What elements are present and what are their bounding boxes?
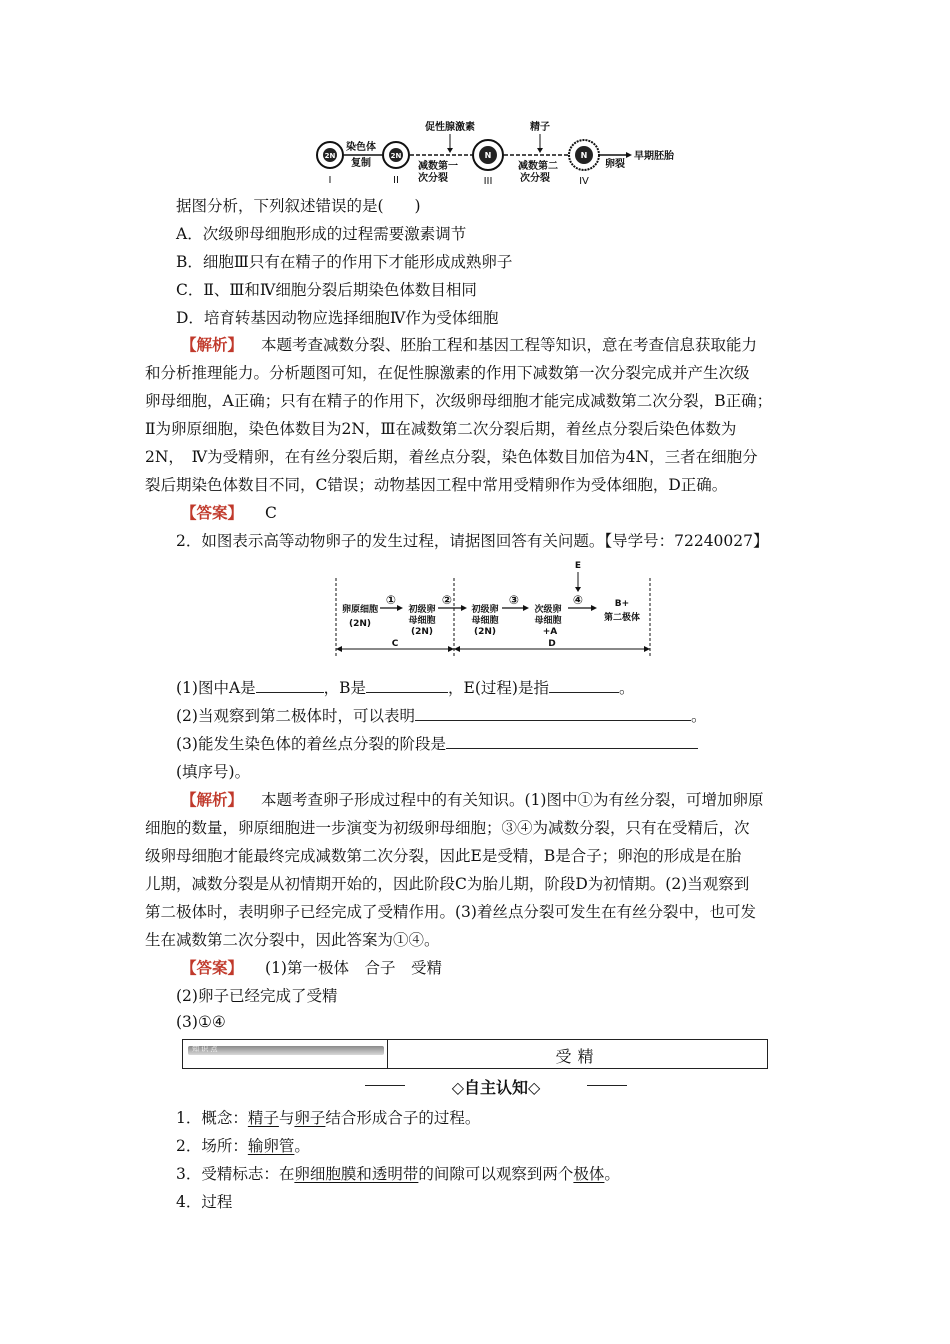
section-banner bbox=[182, 1039, 768, 1069]
fig2-e-label: E bbox=[574, 561, 582, 571]
section-badge-area bbox=[183, 1040, 388, 1068]
q2-analysis-line-2: 细胞的数量，卵原细胞进一步演变为初级卵母细胞；③④为减数分裂，只有在受精后，次 bbox=[145, 819, 750, 837]
answer-tag-2: 【答案】 bbox=[181, 958, 244, 977]
fig2-step2: ② bbox=[441, 593, 453, 607]
blank-b[interactable] bbox=[366, 678, 448, 693]
q1-option-c[interactable]: C．Ⅱ、Ⅲ和Ⅳ细胞分裂后期染色体数目相同 bbox=[176, 281, 477, 299]
q1-analysis-line-1: 【解析】 本题考查减数分裂、胚胎工程和基因工程等知识，意在考查信息获取能力 bbox=[181, 335, 758, 354]
q2-sub3-note: (填序号)。 bbox=[176, 763, 251, 781]
fig2-stage-d: D bbox=[548, 639, 556, 649]
knowledge-item-3: 3．受精标志：在卵细胞膜和透明带的间隙可以观察到两个极体。 bbox=[176, 1165, 620, 1183]
step2-b: 次分裂 bbox=[418, 173, 448, 184]
section-title: 受精 bbox=[555, 1047, 600, 1066]
cell-3-roman: III bbox=[483, 176, 493, 187]
blank-sub2[interactable] bbox=[415, 706, 691, 721]
step1-b: 复制 bbox=[351, 158, 371, 169]
fig2-cell1-b: (2N) bbox=[348, 619, 372, 629]
cell-2-label: 2N bbox=[390, 152, 402, 160]
q1-answer: 【答案】 C bbox=[181, 503, 277, 522]
q1-analysis-line-4: Ⅱ为卵原细胞，染色体数目为2N，Ⅲ在减数第二次分裂后期，着丝点分裂后染色体数为 bbox=[145, 420, 737, 438]
q2-analysis-line-1: 【解析】 本题考查卵子形成过程中的有关知识。(1)图中①为有丝分裂，可增加卵原 bbox=[181, 790, 764, 809]
q2-analysis-line-6: 生在减数第二次分裂中，因此答案为①④。 bbox=[145, 931, 440, 949]
blank-a[interactable] bbox=[256, 678, 324, 693]
fig2-cell4-b: 母细胞 bbox=[534, 616, 562, 626]
q2-analysis-line-4: 儿期，减数分裂是从初情期开始的，因此阶段C为胎儿期，阶段D为初情期。(2)当观察到 bbox=[145, 875, 750, 893]
oogenesis-figure bbox=[310, 118, 710, 190]
fig2-cell2-c: (2N) bbox=[410, 627, 434, 637]
q2-analysis-line-3: 级卵母细胞才能最终完成减数第二次分裂，因此E是受精，B是合子；卵泡的形成是在胎 bbox=[145, 847, 742, 865]
fig2-step3: ③ bbox=[508, 593, 520, 607]
fig2-cell1-a: 卵原细胞 bbox=[341, 605, 379, 615]
q2-sub2: (2)当观察到第二极体时，可以表明 。 bbox=[176, 707, 707, 725]
q2-answer-2: (2)卵子已经完成了受精 bbox=[176, 987, 338, 1005]
fig2-cell4-c: +A bbox=[542, 627, 558, 637]
fig2-cell3-a: 初级卵 bbox=[471, 605, 499, 615]
fig2-cell2-a: 初级卵 bbox=[408, 605, 436, 615]
fig2-result-b: 第二极体 bbox=[603, 613, 641, 623]
q1-stem: 据图分析，下列叙述错误的是( ) bbox=[176, 197, 421, 215]
blank-sub3[interactable] bbox=[446, 734, 698, 749]
cell-4-roman: IV bbox=[579, 176, 589, 187]
cleavage-label: 卵裂 bbox=[605, 159, 625, 170]
q2-sub1: (1)图中A是 ，B是 ，E(过程)是指 。 bbox=[176, 679, 635, 697]
fig2-result-a: B+ bbox=[614, 599, 630, 609]
fig2-cell4-a: 次级卵 bbox=[534, 605, 562, 615]
analysis-tag-2: 【解析】 bbox=[181, 790, 244, 809]
q1-option-b[interactable]: B．细胞Ⅲ只有在精子的作用下才能形成成熟卵子 bbox=[176, 253, 513, 271]
analysis-tag: 【解析】 bbox=[181, 335, 244, 354]
fig2-stage-c: C bbox=[391, 639, 399, 649]
q1-option-a[interactable]: A．次级卵母细胞形成的过程需要激素调节 bbox=[176, 225, 467, 243]
q1-analysis-line-2: 和分析推理能力。分析题图可知，在促性腺激素的作用下减数第一次分裂完成并产生次级 bbox=[145, 364, 750, 382]
hormone-label: 促性腺激素 bbox=[425, 122, 475, 133]
fig2-cell3-b: 母细胞 bbox=[471, 616, 499, 626]
q2-sub3: (3)能发生染色体的着丝点分裂的阶段是 bbox=[176, 734, 698, 754]
fig2-cell2-b: 母细胞 bbox=[408, 616, 436, 626]
step3-b: 次分裂 bbox=[520, 173, 550, 184]
step1-a: 染色体 bbox=[346, 142, 376, 153]
answer-tag: 【答案】 bbox=[181, 503, 244, 522]
cell-1-roman: I bbox=[328, 175, 332, 186]
fig2-step1: ① bbox=[385, 593, 397, 607]
cell-4-label: N bbox=[580, 151, 588, 160]
cell-1-label: 2N bbox=[324, 152, 336, 160]
egg-development-figure bbox=[330, 560, 660, 665]
q1-option-d[interactable]: D．培育转基因动物应选择细胞Ⅳ作为受体细胞 bbox=[176, 309, 499, 327]
knowledge-item-1: 1．概念：精子与卵子结合形成合子的过程。 bbox=[176, 1109, 481, 1127]
section-badge: 知 识 点 bbox=[192, 1045, 218, 1053]
q2-analysis-line-5: 第二极体时，表明卵子已经完成了受精作用。(3)着丝点分裂可发生在有丝分裂中，也可发 bbox=[145, 903, 756, 921]
q1-analysis-line-3: 卵母细胞，A正确；只有在精子的作用下，次级卵母细胞才能完成减数第二次分裂，B正确； bbox=[145, 392, 773, 410]
embryo-label: 早期胚胎 bbox=[634, 151, 674, 162]
cell-2-roman: II bbox=[393, 175, 399, 186]
q2-answer-1: 【答案】 (1)第一极体 合子 受精 bbox=[181, 958, 442, 977]
blank-e[interactable] bbox=[549, 678, 619, 693]
q1-analysis-line-5: 2N， Ⅳ为受精卵，在有丝分裂后期，着丝点分裂，染色体数目加倍为4N，三者在细胞分 bbox=[145, 448, 758, 466]
q2-stem: 2．如图表示高等动物卵子的发生过程，请据图回答有关问题。【导学号：72240027】 bbox=[176, 532, 769, 550]
sperm-label: 精子 bbox=[530, 122, 550, 133]
knowledge-item-4: 4．过程 bbox=[176, 1193, 233, 1211]
section-subtitle: ◇自主认知◇ bbox=[365, 1075, 627, 1098]
fig2-cell3-c: (2N) bbox=[473, 627, 497, 637]
q2-answer-3: (3)①④ bbox=[176, 1013, 226, 1031]
q1-analysis-line-6: 裂后期染色体数目不同，C错误；动物基因工程中常用受精卵作为受体细胞，D正确。 bbox=[145, 476, 728, 494]
cell-3-label: N bbox=[484, 151, 492, 160]
fig2-step4: ④ bbox=[572, 593, 584, 607]
step2-a: 减数第一 bbox=[418, 161, 458, 172]
step3-a: 减数第二 bbox=[518, 161, 558, 172]
knowledge-item-2: 2．场所：输卵管。 bbox=[176, 1137, 310, 1155]
